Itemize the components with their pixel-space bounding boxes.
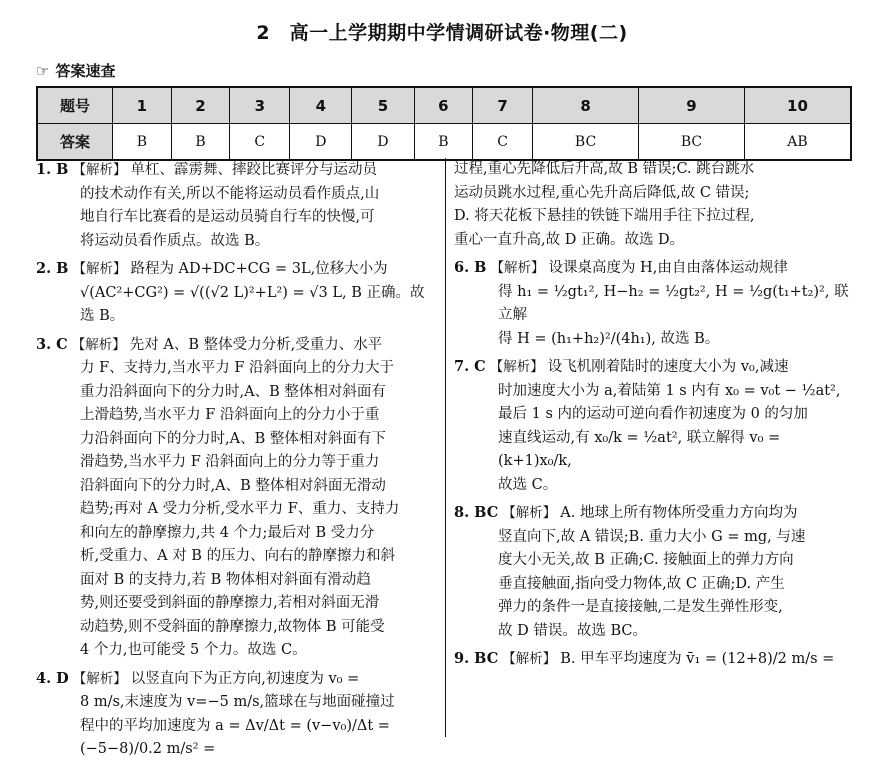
solution-text: 竖直向下,故 A 错误;B. 重力大小 G = mg, 与速 (498, 528, 806, 545)
solution-text: 运动员跳水过程,重心先升高后降低,故 C 错误; (454, 184, 750, 201)
question-label: 9. BC (454, 650, 499, 667)
answer-cell: B (171, 124, 230, 161)
solution-line (454, 526, 854, 550)
solution-text: 重力沿斜面向下的分力时,A、B 整体相对斜面有 (80, 383, 386, 400)
solution-line (36, 616, 440, 640)
solution-item (36, 667, 440, 762)
solution-line (36, 257, 440, 282)
analysis-tag: 【解析】 (72, 670, 127, 687)
question-number: 3 (230, 87, 290, 124)
solution-text: 故选 C。 (498, 476, 558, 493)
solution-text: 面对 B 的支持力,若 B 物体相对斜面有滑动趋 (80, 571, 371, 588)
solution-line (454, 596, 854, 620)
solution-text: 最后 1 s 内的运动可逆向看作初速度为 0 的匀加 (498, 406, 808, 422)
solution-line (36, 230, 440, 254)
solution-text: 速直线运动,有 x₀/k = ½at², 联立解得 v₀ = (k+1)x₀/k, (498, 429, 781, 469)
solution-item (454, 647, 854, 672)
answer-cell: AB (744, 124, 851, 161)
solution-text: √(AC²+CG²) = √((√2 L)²+L²) = √3 L, B 正确。故 (80, 284, 425, 301)
solution-line (36, 545, 440, 569)
solution-text: 4 个力,也可能受 5 个力。故选 C。 (80, 642, 307, 658)
solution-line (454, 229, 854, 253)
question-number: 2 (171, 87, 230, 124)
left-column (36, 158, 440, 766)
solution-text: 重心一直升高,故 D 正确。故选 D。 (454, 231, 685, 248)
solution-text: 先对 A、B 整体受力分析,受重力、水平 (129, 336, 383, 353)
solution-text: 时加速度大小为 a,着陆第 1 s 内有 x₀ = v₀t − ½at², (498, 382, 841, 399)
question-label: 4. D (36, 669, 69, 687)
solution-text: 设飞机刚着陆时的速度大小为 v₀,减速 (547, 359, 789, 375)
solution-line (36, 333, 440, 358)
solution-text: 趋势;再对 A 受力分析,受水平力 F、重力、支持力 (80, 501, 400, 517)
solution-line (36, 357, 440, 381)
solution-text: A. 地球上所有物体所受重力方向均为 (560, 505, 798, 521)
question-label: 6. B (454, 259, 487, 276)
question-label: 2. B (36, 260, 69, 277)
question-number: 4 (290, 87, 352, 124)
solution-line (454, 281, 854, 328)
solution-item (454, 355, 854, 497)
solution-item (454, 158, 854, 252)
solution-line (454, 328, 854, 352)
row-header-number: 题号 (37, 87, 113, 124)
solution-line (454, 403, 854, 427)
section-header (36, 60, 115, 81)
solution-line (36, 592, 440, 616)
solution-item (454, 501, 854, 643)
solution-text: 弹力的条件一是直接接触,二是发生弹性形变, (498, 599, 783, 615)
solution-text: 过程,重心先降低后升高,故 B 错误;C. 跳台跳水 (454, 161, 755, 177)
solution-text: 势,则还要受到斜面的静摩擦力,若相对斜面无滑 (80, 595, 380, 611)
solution-line (36, 715, 440, 762)
solution-line (454, 573, 854, 597)
page-title: 2 高一上学期期中学情调研试卷·物理(二) (256, 22, 628, 44)
solution-item (36, 158, 440, 253)
analysis-tag: 【解析】 (489, 359, 544, 375)
solution-text: 的技术动作有关,所以不能将运动员看作质点,山 (80, 185, 380, 202)
solution-text: 得 h₁ = ½gt₁², H−h₂ = ½gt₂², H = ½g(t₁+t₂)², 联立解 (498, 283, 849, 323)
analysis-tag: 【解析】 (72, 261, 127, 277)
solution-line (36, 498, 440, 522)
analysis-tag: 【解析】 (72, 162, 127, 178)
solution-line (36, 381, 440, 405)
solution-line (36, 305, 440, 329)
answer-cell: BC (533, 124, 639, 161)
question-label: 3. C (36, 335, 68, 353)
question-label: 7. C (454, 358, 486, 375)
answer-cell: B (113, 124, 172, 161)
analysis-tag: 【解析】 (502, 505, 557, 521)
solution-text: 度大小无关,故 B 正确;C. 接触面上的弹力方向 (498, 552, 794, 568)
question-label: 1. B (36, 161, 69, 178)
solution-line (454, 158, 854, 182)
solution-text: 析,受重力、A 对 B 的压力、向右的静摩擦力和斜 (80, 548, 396, 564)
solution-item (36, 257, 440, 329)
solution-line (454, 355, 854, 380)
solution-line (36, 667, 440, 692)
solution-line (36, 206, 440, 230)
solution-line (36, 569, 440, 593)
column-divider (445, 158, 446, 737)
analysis-tag: 【解析】 (71, 336, 126, 353)
section-label: 答案速查 (55, 62, 116, 80)
answer-cell: C (230, 124, 290, 161)
solution-text: 选 B。 (80, 308, 125, 324)
answer-cell: B (414, 124, 473, 161)
question-number: 7 (473, 87, 533, 124)
solution-text: 单杠、霹雳舞、摔跤比赛评分与运动员 (130, 162, 377, 178)
answer-cell: C (473, 124, 533, 161)
solution-line (454, 182, 854, 206)
number-row (37, 87, 851, 124)
solution-line (454, 256, 854, 281)
solution-text: 力沿斜面向下的分力时,A、B 整体相对斜面有下 (80, 430, 386, 447)
solution-line (454, 380, 854, 404)
question-number: 8 (533, 87, 639, 124)
solution-text: 得 H = (h₁+h₂)²/(4h₁), 故选 B。 (498, 330, 720, 347)
row-header-answer: 答案 (37, 124, 113, 161)
solution-line (36, 282, 440, 306)
solution-line (36, 183, 440, 207)
solution-item (454, 256, 854, 351)
solution-text: 将运动员看作质点。故选 B。 (80, 232, 270, 249)
solution-line (36, 404, 440, 428)
solution-text: 以竖直向下为正方向,初速度为 v₀ = (130, 670, 360, 687)
question-number: 10 (744, 87, 851, 124)
solution-text: 垂直接触面,指向受力物体,故 C 正确;D. 产生 (498, 575, 785, 592)
answer-table (36, 86, 852, 161)
solution-text: 地自行车比赛看的是运动员骑自行车的快慢,可 (80, 209, 375, 225)
solution-text: 和向左的静摩擦力,共 4 个力;最后对 B 受力分 (80, 524, 375, 541)
solution-line (454, 549, 854, 573)
solution-line (454, 620, 854, 644)
solution-line (454, 205, 854, 229)
solution-line (36, 451, 440, 475)
solution-line (454, 427, 854, 474)
solution-line (36, 691, 440, 715)
solution-line (454, 474, 854, 498)
solution-line (36, 639, 440, 663)
solution-line (36, 522, 440, 546)
solution-line (454, 647, 854, 672)
answer-cell: D (352, 124, 414, 161)
answer-row (37, 124, 851, 161)
solution-text: 8 m/s,末速度为 v=−5 m/s,篮球在与地面碰撞过 (80, 694, 395, 710)
solution-text: 路程为 AD+DC+CG = 3L,位移大小为 (130, 261, 388, 277)
analysis-tag: 【解析】 (490, 260, 545, 276)
solution-text: 动趋势,则不受斜面的静摩擦力,故物体 B 可能受 (80, 618, 385, 635)
solution-line (36, 428, 440, 452)
solution-item (36, 333, 440, 663)
solution-line (454, 501, 854, 526)
answer-cell: BC (639, 124, 745, 161)
solution-text: 设课桌高度为 H,由自由落体运动规律 (548, 260, 788, 276)
question-number: 1 (113, 87, 172, 124)
solution-text: 力 F、支持力,当水平力 F 沿斜面向上的分力大于 (80, 360, 395, 376)
pointing-hand-icon: ☞ (36, 62, 50, 80)
solution-text: 上滑趋势,当水平力 F 沿斜面向上的分力小于重 (80, 407, 380, 423)
solution-text: 程中的平均加速度为 a = Δv/Δt = (v−v₀)/Δt = (−5−8)/0.2 m/s² = (80, 717, 390, 757)
analysis-tag: 【解析】 (502, 651, 557, 667)
solution-text: B. 甲车平均速度为 v̄₁ = (12+8)/2 m/s = (560, 651, 835, 667)
question-number: 5 (352, 87, 414, 124)
answer-cell: D (290, 124, 352, 161)
solution-line (36, 158, 440, 183)
solution-line (36, 475, 440, 499)
question-number: 9 (639, 87, 745, 124)
right-column (454, 158, 854, 676)
solution-text: D. 将天花板下悬挂的铁链下端用手往下拉过程, (454, 208, 755, 224)
question-number: 6 (414, 87, 473, 124)
solution-text: 滑趋势,当水平力 F 沿斜面向上的分力等于重力 (80, 454, 380, 470)
question-label: 8. BC (454, 504, 499, 521)
solution-text: 故 D 错误。故选 BC。 (498, 622, 647, 639)
solution-text: 沿斜面向下的分力时,A、B 整体相对斜面无滑动 (80, 477, 386, 494)
